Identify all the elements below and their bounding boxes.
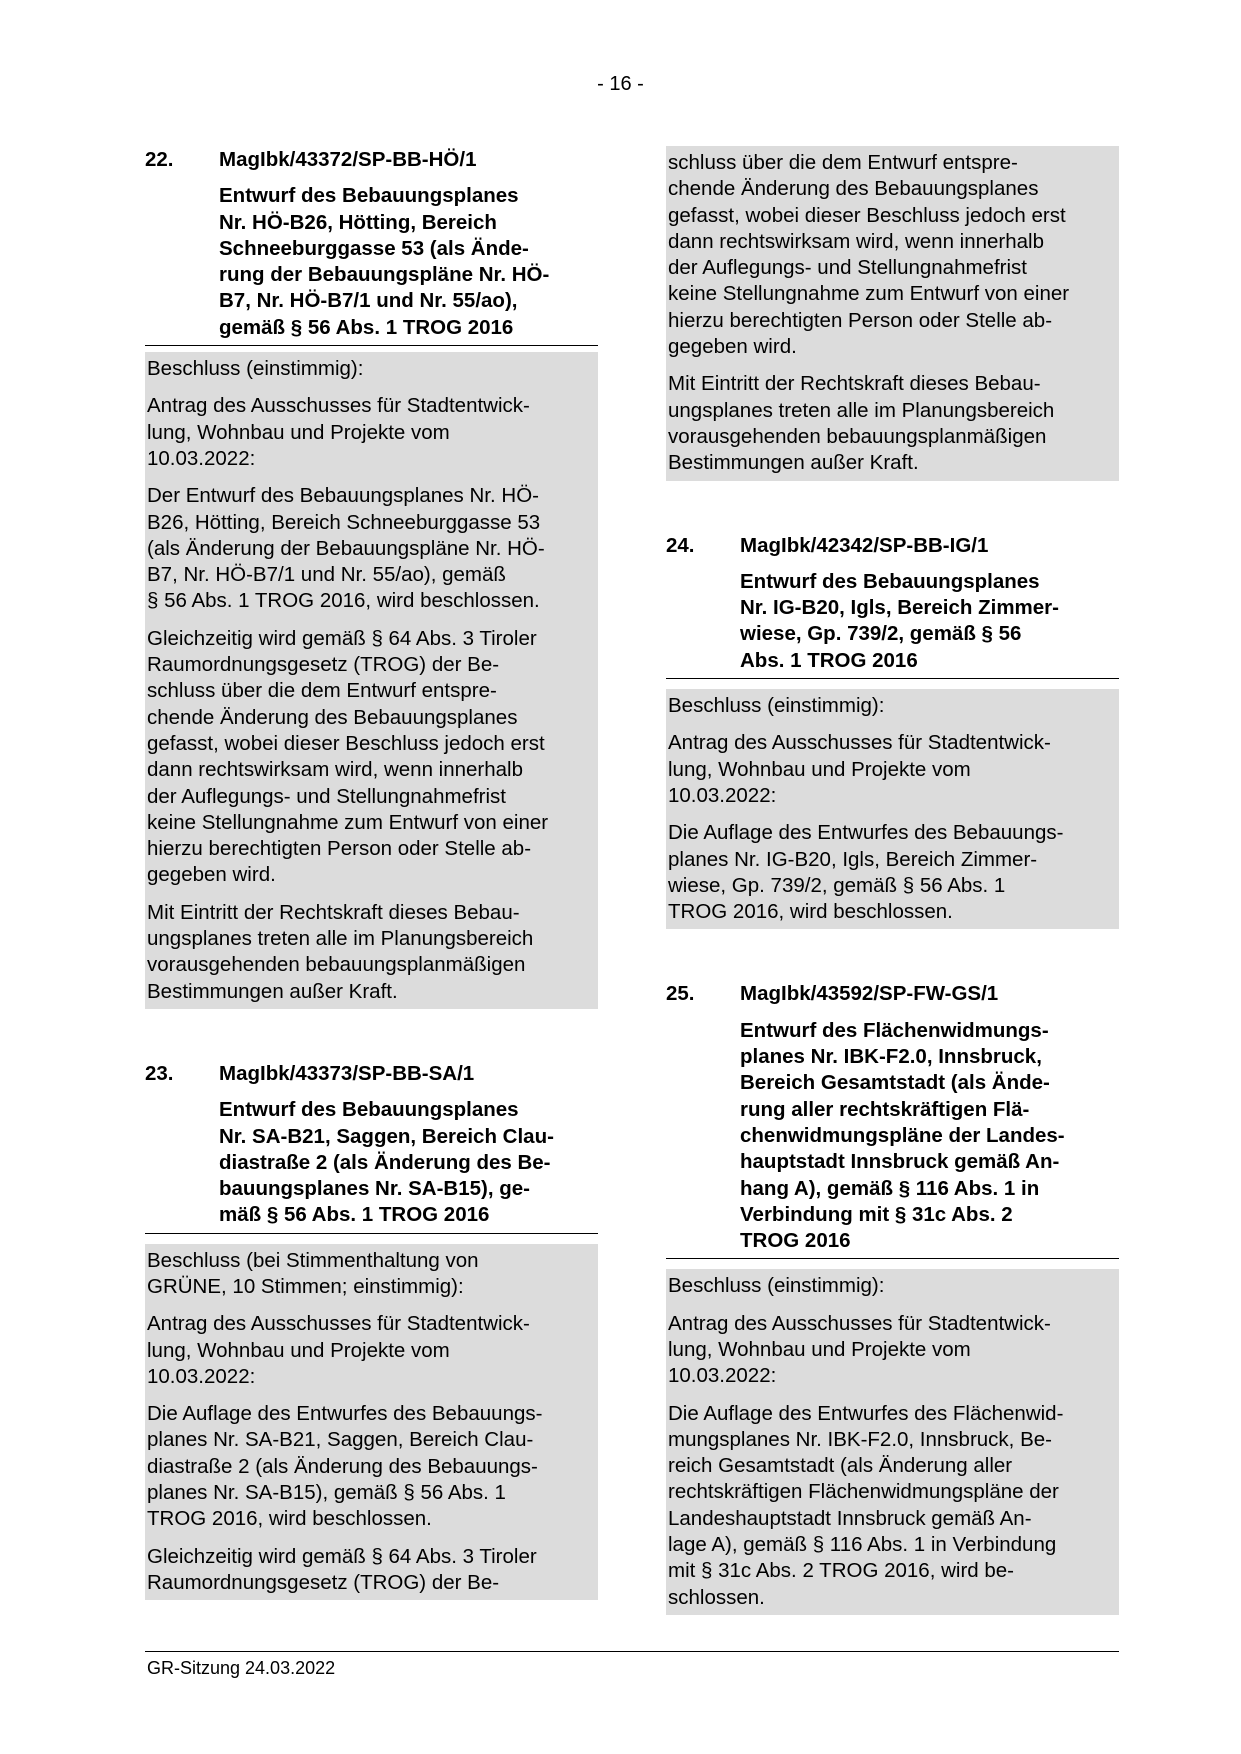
title-line: hauptstadt Innsbruck gemäß An- [740,1150,1060,1174]
resolution-text: schluss über die dem Entwurf entspre- chende Änderung des Bebauungsplanes gefasst, wobei dieser Beschluss jedoch erst dann rechtswirksam wird, wenn innerhalb der Auflegungs- und Stellungnahmefrist keine Stellungnahme zum Entwurf von einer hierzu berechtigten Person oder Stelle ab- gegeben wird. [668,151,1070,359]
page-number: - 16 - [597,73,644,95]
title-line: Entwurf des Bebauungsplanes [219,1098,519,1122]
resolution-text: Mit Eintritt der Rechtskraft dieses Bebau- ungsplanes treten alle im Planungsbereich vorausgehenden bebauungsplanmäßigen Bestimmungen außer Kraft. [668,372,1055,475]
title-line: Entwurf des Bebauungsplanes [219,184,519,208]
resolution-block [145,352,598,1009]
title-line: Entwurf des Bebauungsplanes [740,569,1040,593]
resolution-text: Gleichzeitig wird gemäß § 64 Abs. 3 Tiroler Raumordnungsgesetz (TROG) der Be- schluss über die dem Entwurf entspre- chende Änderung des Bebauungsplanes gefasst, wobei dieser Beschluss jedoch erst dann rechtswirksam wird, wenn innerhalb der Auflegungs- und Stellungnahmefrist keine Stellungnahme zum Entwurf von einer hierzu berechtigten Person oder Stelle ab- gegeben wird. [147,626,549,887]
right-column [666,147,1119,1615]
item-title [145,1097,598,1228]
footer-text: GR-Sitzung 24.03.2022 [147,1658,336,1678]
item-header [666,981,1119,1259]
resolution-text: Der Entwurf des Bebauungsplanes Nr. HÖ- B26, Hötting, Bereich Schneeburggasse 53 (als Änderung der Bebauungspläne Nr. HÖ- B7, Nr. HÖ-B7/1 und Nr. 55/ao), gemäß § 56 Abs. 1 TROG 2016, wird beschlossen. [147,484,545,613]
title-line: Bereich Gesamtstadt (als Ände- [740,1071,1050,1095]
title-line: TROG 2016 [740,1229,851,1253]
item-code: MagIbk/42342/SP-BB-IG/1 [740,533,989,557]
divider [145,345,598,346]
title-line: rung der Bebauungspläne Nr. HÖ- [219,263,550,287]
agenda-item-25 [666,981,1119,1615]
item-code: MagIbk/43592/SP-FW-GS/1 [740,982,999,1006]
antrag-text: Antrag des Ausschusses für Stadtentwick- lung, Wohnbau und Projekte vom 10.03.2022: [668,1311,1051,1388]
resolution-text: Die Auflage des Entwurfes des Bebauungs- planes Nr. SA-B21, Saggen, Bereich Clau- diastraße 2 (als Änderung des Bebauungs- planes Nr. SA-B15), gemäß § 56 Abs. 1 TROG 2016, wird beschlossen. [147,1402,543,1531]
agenda-item-23 [145,1061,598,1600]
item-title [666,569,1119,674]
item-title [666,1018,1119,1255]
title-line: Entwurf des Flächenwidmungs- [740,1018,1049,1042]
title-line: Schneeburggasse 53 (als Ände- [219,236,529,260]
title-line: Nr. IG-B20, Igls, Bereich Zimmer- [740,596,1059,620]
beschluss-label: Beschluss (bei Stimmenthaltung von GRÜNE, 10 Stimmen; einstimmig): [147,1248,479,1298]
divider [666,1258,1119,1259]
beschluss-label: Beschluss (einstimmig): [147,357,364,381]
antrag-text: Antrag des Ausschusses für Stadtentwick- lung, Wohnbau und Projekte vom 10.03.2022: [147,1312,530,1388]
resolution-text: Mit Eintritt der Rechtskraft dieses Bebau- ungsplanes treten alle im Planungsbereich vorausgehenden bebauungsplanmäßigen Bestimmungen außer Kraft. [147,900,534,1003]
item-code: MagIbk/43372/SP-BB-HÖ/1 [219,148,477,171]
item-number: 25. [666,982,695,1006]
item-number: 23. [145,1061,174,1085]
title-line: rung aller rechtskräftigen Flä- [740,1097,1030,1121]
item-number: 24. [666,533,695,557]
title-line: diastraße 2 (als Änderung des Be- [219,1150,551,1174]
title-line: planes Nr. IBK-F2.0, Innsbruck, [740,1045,1042,1069]
title-line: B7, Nr. HÖ-B7/1 und Nr. 55/ao), [219,289,518,313]
title-line: Abs. 1 TROG 2016 [740,648,918,672]
item-number: 22. [145,148,174,171]
resolution-text: Gleichzeitig wird gemäß § 64 Abs. 3 Tiroler Raumordnungsgesetz (TROG) der Be- [147,1544,537,1594]
resolution-block [666,1269,1119,1615]
title-line: chenwidmungspläne der Landes- [740,1123,1065,1147]
title-line: hang A), gemäß § 116 Abs. 1 in [740,1176,1040,1200]
item-header [145,1061,598,1234]
left-column [145,147,598,1600]
beschluss-label: Beschluss (einstimmig): [668,694,885,718]
title-line: Nr. HÖ-B26, Hötting, Bereich [219,210,497,234]
resolution-block [145,1244,598,1601]
item-header [145,147,598,346]
item-code: MagIbk/43373/SP-BB-SA/1 [219,1061,475,1085]
antrag-text: Antrag des Ausschusses für Stadtentwick- lung, Wohnbau und Projekte vom 10.03.2022: [668,731,1051,807]
title-line: gemäß § 56 Abs. 1 TROG 2016 [219,315,514,339]
divider [145,1233,598,1234]
resolution-text: Die Auflage des Entwurfes des Flächenwid- mungsplanes Nr. IBK-F2.0, Innsbruck, Be- reich Gesamtstadt (als Änderung aller rechtskräftigen Flächenwidmungspläne der Landeshauptstadt Innsbruck gemäß An- lage A), gemäß § 116 Abs. 1 in Verbindung mit § 31c Abs. 2 TROG 2016, wird be- schlossen. [668,1401,1064,1609]
item-header [666,533,1119,679]
agenda-item-24 [666,533,1119,930]
title-line: wiese, Gp. 739/2, gemäß § 56 [740,622,1022,646]
item-title [145,183,598,341]
divider [666,678,1119,679]
title-line: bauungsplanes Nr. SA-B15), ge- [219,1177,530,1201]
footer-divider [145,1651,1119,1652]
title-line: Nr. SA-B21, Saggen, Bereich Clau- [219,1124,554,1148]
beschluss-label: Beschluss (einstimmig): [668,1274,885,1298]
resolution-text: Die Auflage des Entwurfes des Bebauungs- planes Nr. IG-B20, Igls, Bereich Zimmer- wiese, Gp. 739/2, gemäß § 56 Abs. 1 TROG 2016, wird beschlossen. [668,821,1064,924]
resolution-block [666,689,1119,929]
agenda-item-22 [145,147,598,1009]
antrag-text: Antrag des Ausschusses für Stadtentwick- lung, Wohnbau und Projekte vom 10.03.2022: [147,394,530,470]
title-line: mäß § 56 Abs. 1 TROG 2016 [219,1203,490,1227]
resolution-block-continued [666,146,1119,481]
title-line: Verbindung mit § 31c Abs. 2 [740,1202,1013,1226]
